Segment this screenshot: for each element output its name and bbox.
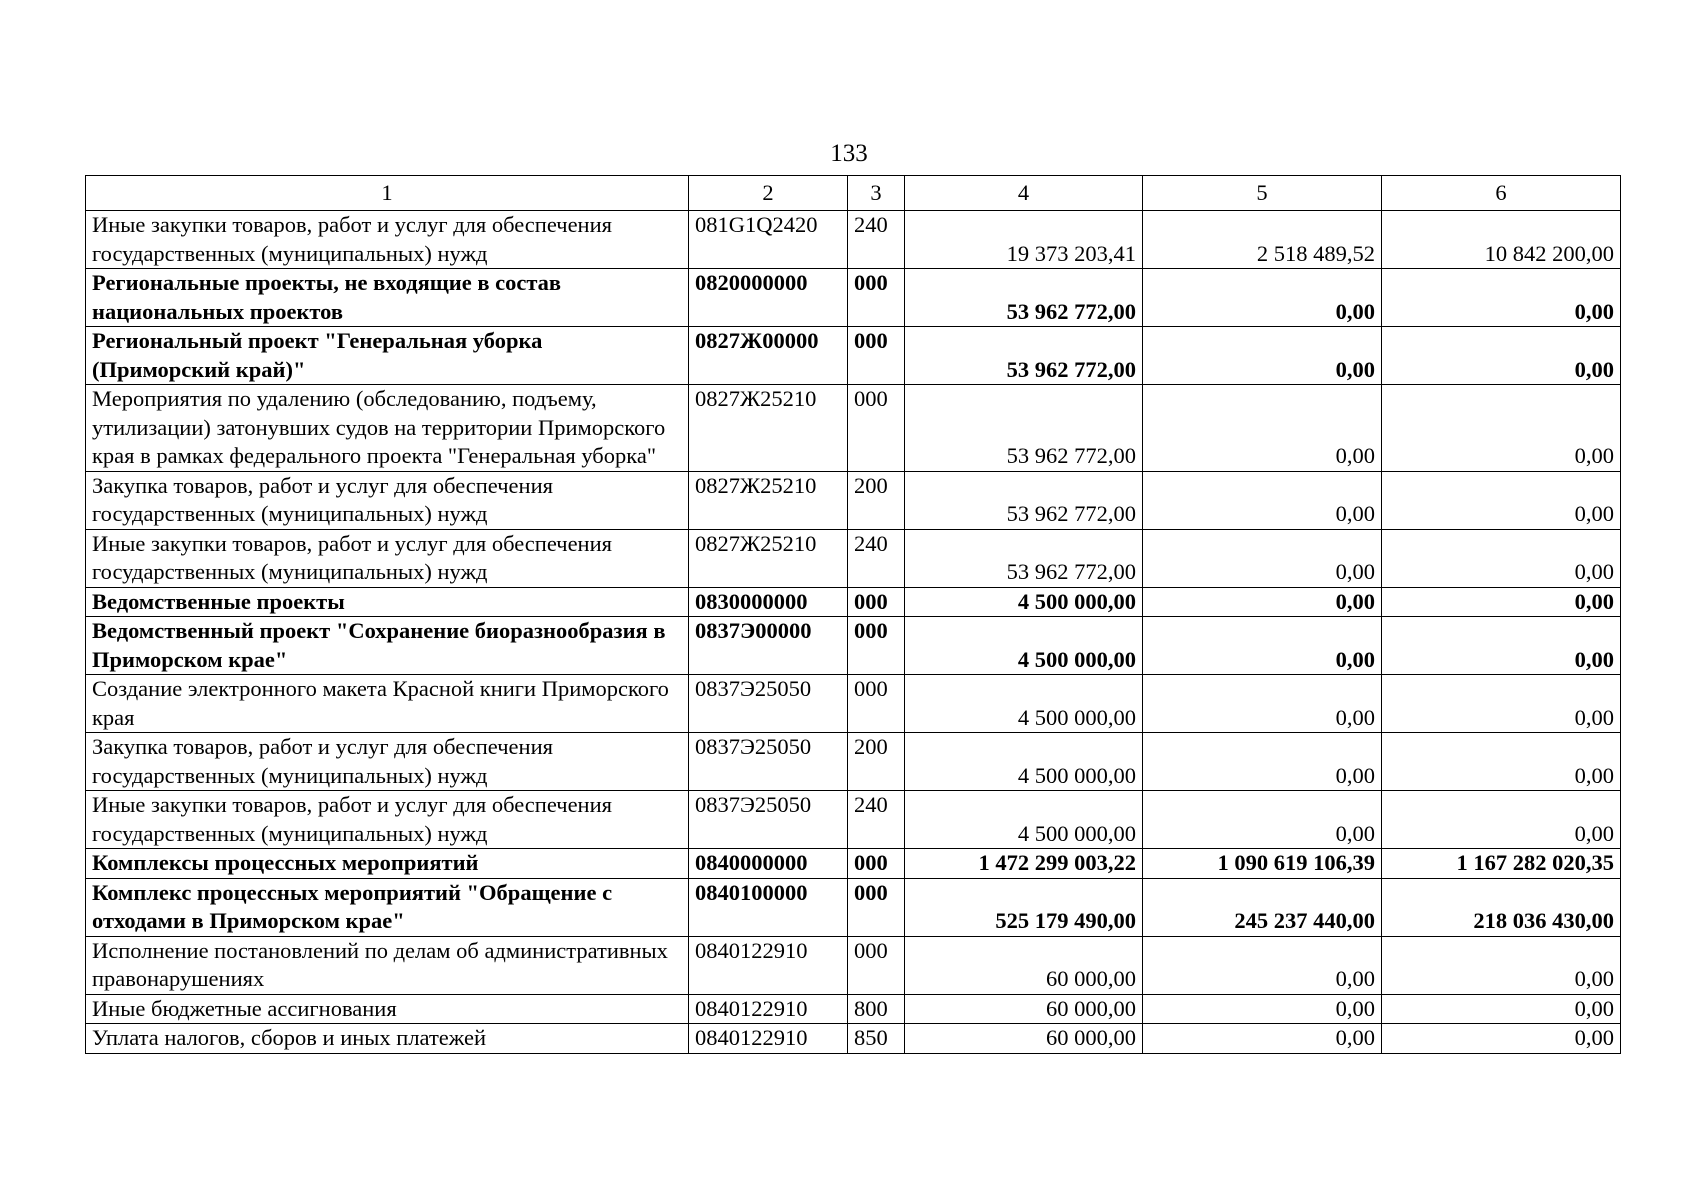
column-header: 5 (1143, 176, 1382, 211)
row-amount-col5-cell: 245 237 440,00 (1143, 878, 1382, 936)
row-amount-col6-cell: 0,00 (1382, 269, 1621, 327)
row-amount-col4-cell: 1 472 299 003,22 (905, 849, 1143, 879)
row-expense-type-cell: 000 (848, 617, 905, 675)
row-expense-type-cell: 000 (848, 327, 905, 385)
row-amount-col4-cell: 19 373 203,41 (905, 211, 1143, 269)
row-name-cell: Комплекс процессных мероприятий "Обращение с отходами в Приморском крае" (86, 878, 689, 936)
row-amount-col5-cell: 0,00 (1143, 327, 1382, 385)
row-code-cell: 0837Э00000 (689, 617, 848, 675)
row-code-cell: 0840122910 (689, 994, 848, 1024)
column-header: 1 (86, 176, 689, 211)
row-code-cell: 081G1Q2420 (689, 211, 848, 269)
row-amount-col6-cell: 0,00 (1382, 587, 1621, 617)
row-amount-col6-cell: 0,00 (1382, 675, 1621, 733)
row-code-cell: 0840122910 (689, 1024, 848, 1054)
row-expense-type-cell: 240 (848, 791, 905, 849)
row-amount-col4-cell: 4 500 000,00 (905, 587, 1143, 617)
row-amount-col6-cell: 0,00 (1382, 1024, 1621, 1054)
row-code-cell: 0827Ж00000 (689, 327, 848, 385)
row-amount-col4-cell: 4 500 000,00 (905, 791, 1143, 849)
row-amount-col6-cell: 0,00 (1382, 791, 1621, 849)
row-code-cell: 0837Э25050 (689, 791, 848, 849)
row-amount-col4-cell: 60 000,00 (905, 1024, 1143, 1054)
row-name-cell: Иные закупки товаров, работ и услуг для обеспечения государственных (муниципальных) нужд (86, 529, 689, 587)
table-row (86, 269, 1621, 327)
row-amount-col6-cell: 0,00 (1382, 936, 1621, 994)
row-amount-col6-cell: 0,00 (1382, 733, 1621, 791)
row-expense-type-cell: 240 (848, 529, 905, 587)
row-code-cell: 0827Ж25210 (689, 385, 848, 472)
row-amount-col5-cell: 0,00 (1143, 791, 1382, 849)
row-expense-type-cell: 000 (848, 878, 905, 936)
row-amount-col5-cell: 0,00 (1143, 1024, 1382, 1054)
row-code-cell: 0840000000 (689, 849, 848, 879)
table-row (86, 791, 1621, 849)
row-amount-col6-cell: 218 036 430,00 (1382, 878, 1621, 936)
row-amount-col6-cell: 0,00 (1382, 994, 1621, 1024)
row-name-cell: Мероприятия по удалению (обследованию, подъему, утилизации) затонувших судов на территории Приморского края в рамках федерального проекта "Генеральная уборка" (86, 385, 689, 472)
row-amount-col6-cell: 0,00 (1382, 385, 1621, 472)
row-amount-col4-cell: 53 962 772,00 (905, 529, 1143, 587)
row-amount-col4-cell: 525 179 490,00 (905, 878, 1143, 936)
table-row (86, 936, 1621, 994)
row-amount-col4-cell: 53 962 772,00 (905, 471, 1143, 529)
row-name-cell: Комплексы процессных мероприятий (86, 849, 689, 879)
row-code-cell: 0827Ж25210 (689, 529, 848, 587)
row-code-cell: 0827Ж25210 (689, 471, 848, 529)
row-amount-col5-cell: 0,00 (1143, 587, 1382, 617)
row-expense-type-cell: 000 (848, 936, 905, 994)
column-header: 3 (848, 176, 905, 211)
row-amount-col5-cell: 1 090 619 106,39 (1143, 849, 1382, 879)
row-expense-type-cell: 000 (848, 587, 905, 617)
row-amount-col5-cell: 0,00 (1143, 936, 1382, 994)
row-name-cell: Создание электронного макета Красной книги Приморского края (86, 675, 689, 733)
table-row (86, 529, 1621, 587)
row-expense-type-cell: 850 (848, 1024, 905, 1054)
row-name-cell: Ведомственный проект "Сохранение биоразнообразия в Приморском крае" (86, 617, 689, 675)
row-name-cell: Иные закупки товаров, работ и услуг для обеспечения государственных (муниципальных) нужд (86, 791, 689, 849)
row-name-cell: Региональные проекты, не входящие в состав национальных проектов (86, 269, 689, 327)
row-amount-col5-cell: 2 518 489,52 (1143, 211, 1382, 269)
row-amount-col6-cell: 0,00 (1382, 529, 1621, 587)
table-row (86, 617, 1621, 675)
row-name-cell: Ведомственные проекты (86, 587, 689, 617)
row-name-cell: Иные закупки товаров, работ и услуг для обеспечения государственных (муниципальных) нужд (86, 211, 689, 269)
row-amount-col5-cell: 0,00 (1143, 617, 1382, 675)
row-amount-col6-cell: 0,00 (1382, 327, 1621, 385)
row-code-cell: 0837Э25050 (689, 733, 848, 791)
row-amount-col4-cell: 53 962 772,00 (905, 269, 1143, 327)
table-row (86, 733, 1621, 791)
row-expense-type-cell: 200 (848, 733, 905, 791)
row-expense-type-cell: 000 (848, 849, 905, 879)
table-row (86, 385, 1621, 472)
row-amount-col5-cell: 0,00 (1143, 675, 1382, 733)
column-header: 6 (1382, 176, 1621, 211)
row-amount-col5-cell: 0,00 (1143, 385, 1382, 472)
table-row (86, 1024, 1621, 1054)
row-amount-col5-cell: 0,00 (1143, 529, 1382, 587)
row-name-cell: Исполнение постановлений по делам об административных правонарушениях (86, 936, 689, 994)
table-row (86, 878, 1621, 936)
row-expense-type-cell: 000 (848, 675, 905, 733)
column-header: 2 (689, 176, 848, 211)
table-row (86, 849, 1621, 879)
table-row (86, 994, 1621, 1024)
row-code-cell: 0830000000 (689, 587, 848, 617)
row-amount-col5-cell: 0,00 (1143, 733, 1382, 791)
table-row (86, 327, 1621, 385)
row-name-cell: Иные бюджетные ассигнования (86, 994, 689, 1024)
row-name-cell: Закупка товаров, работ и услуг для обеспечения государственных (муниципальных) нужд (86, 733, 689, 791)
row-expense-type-cell: 000 (848, 385, 905, 472)
row-amount-col4-cell: 53 962 772,00 (905, 327, 1143, 385)
row-amount-col6-cell: 10 842 200,00 (1382, 211, 1621, 269)
row-amount-col4-cell: 4 500 000,00 (905, 733, 1143, 791)
page-number: 133 (830, 140, 868, 167)
row-amount-col4-cell: 4 500 000,00 (905, 617, 1143, 675)
row-code-cell: 0840122910 (689, 936, 848, 994)
table-row (86, 587, 1621, 617)
table-row (86, 211, 1621, 269)
table-header-row (86, 176, 1621, 211)
row-amount-col4-cell: 60 000,00 (905, 994, 1143, 1024)
row-code-cell: 0820000000 (689, 269, 848, 327)
row-name-cell: Закупка товаров, работ и услуг для обеспечения государственных (муниципальных) нужд (86, 471, 689, 529)
row-amount-col6-cell: 0,00 (1382, 617, 1621, 675)
row-expense-type-cell: 240 (848, 211, 905, 269)
table-row (86, 471, 1621, 529)
column-header: 4 (905, 176, 1143, 211)
row-code-cell: 0840100000 (689, 878, 848, 936)
row-amount-col5-cell: 0,00 (1143, 471, 1382, 529)
row-code-cell: 0837Э25050 (689, 675, 848, 733)
row-expense-type-cell: 200 (848, 471, 905, 529)
row-expense-type-cell: 000 (848, 269, 905, 327)
row-amount-col5-cell: 0,00 (1143, 994, 1382, 1024)
row-amount-col4-cell: 4 500 000,00 (905, 675, 1143, 733)
row-name-cell: Уплата налогов, сборов и иных платежей (86, 1024, 689, 1054)
row-amount-col6-cell: 0,00 (1382, 471, 1621, 529)
row-amount-col4-cell: 60 000,00 (905, 936, 1143, 994)
row-amount-col4-cell: 53 962 772,00 (905, 385, 1143, 472)
row-name-cell: Региональный проект "Генеральная уборка (Приморский край)" (86, 327, 689, 385)
row-amount-col5-cell: 0,00 (1143, 269, 1382, 327)
row-amount-col6-cell: 1 167 282 020,35 (1382, 849, 1621, 879)
row-expense-type-cell: 800 (848, 994, 905, 1024)
budget-table (85, 175, 1621, 1054)
table-row (86, 675, 1621, 733)
